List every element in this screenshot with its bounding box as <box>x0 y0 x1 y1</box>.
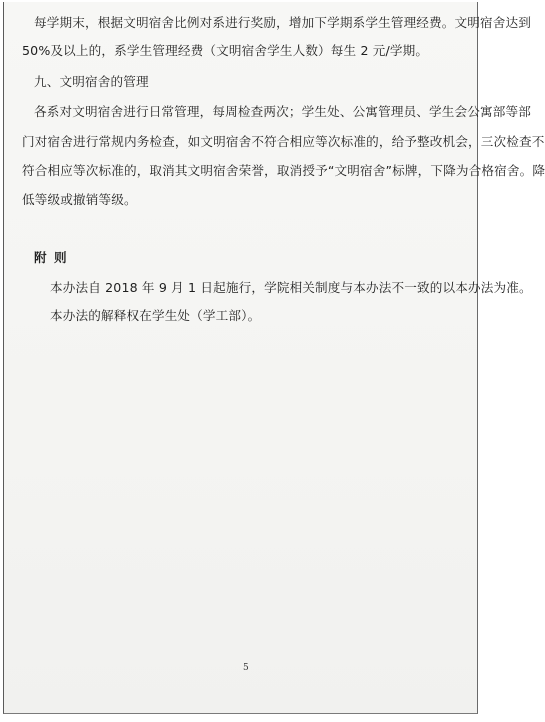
paragraph-line: 符合相应等次标准的，取消其文明宿舍荣誉，取消授予“文明宿舍”标牌，下降为合格宿舍。降 <box>22 163 545 178</box>
paragraph-line: 低等级或撤销等级。 <box>22 192 137 207</box>
page-number: 5 <box>243 663 249 673</box>
paragraph-line: 每学期末，根据文明宿舍比例对系进行奖励，增加下学期系学生管理经费。文明宿舍达到 <box>34 15 532 30</box>
paragraph-line: 本办法的解释权在学生处（学工部）。 <box>50 308 261 323</box>
paragraph-line: 门对宿舍进行常规内务检查，如文明宿舍不符合相应等次标准的，给予整改机会，三次检查不 <box>22 134 545 149</box>
paragraph-line: 本办法自 2018 年 9 月 1 日起施行，学院相关制度与本办法不一致的以本办法为准。 <box>50 280 532 295</box>
section-heading: 九、文明宿舍的管理 <box>34 74 149 89</box>
paragraph-line: 50%及以上的，系学生管理经费（文明宿舍学生人数）每生 2 元/学期。 <box>22 43 429 58</box>
appendix-heading: 附 则 <box>34 250 69 265</box>
paragraph-line: 各系对文明宿舍进行日常管理，每周检查两次；学生处、公寓管理员、学生会公寓部等部 <box>34 104 532 119</box>
